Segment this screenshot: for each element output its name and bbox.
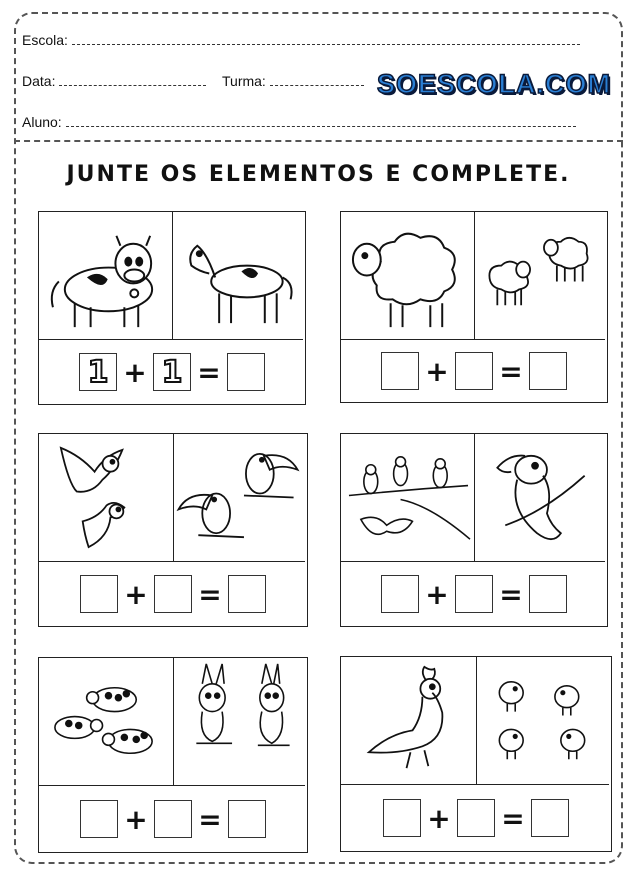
two-toucans-icon (174, 434, 305, 562)
plus-sign: + (425, 577, 449, 611)
escola-label: Escola: (22, 32, 68, 48)
page-title: JUNTE OS ELEMENTOS E COMPLETE. (66, 162, 571, 187)
plus-sign: + (124, 577, 148, 611)
equation-row (341, 562, 607, 626)
addend-a-box[interactable] (80, 800, 118, 838)
aluno-input-line[interactable] (66, 126, 576, 127)
addend-a-box[interactable] (383, 799, 421, 837)
result-box[interactable] (529, 575, 567, 613)
result-box[interactable] (531, 799, 569, 837)
addend-a-box[interactable]: 1 (79, 353, 117, 391)
equals-sign: = (499, 577, 523, 611)
plus-sign: + (123, 355, 147, 389)
plus-sign: + (427, 801, 451, 835)
data-label: Data: (22, 73, 56, 89)
horse-icon (173, 212, 303, 340)
result-box[interactable] (227, 353, 265, 391)
data-input-line[interactable] (59, 85, 206, 86)
equation-row (39, 786, 307, 852)
addend-b-box[interactable] (154, 575, 192, 613)
data-field (22, 73, 206, 89)
escola-input-line[interactable] (72, 44, 580, 45)
two-birds-icon (39, 434, 174, 562)
addend-b-box[interactable] (457, 799, 495, 837)
addend-b-box[interactable] (455, 352, 493, 390)
addend-a-box[interactable] (80, 575, 118, 613)
addend-b-box[interactable] (455, 575, 493, 613)
addend-a-box[interactable] (381, 352, 419, 390)
site-logo: SOESCOLA.COM (377, 69, 612, 99)
sheep-icon (341, 212, 475, 340)
result-box[interactable] (228, 800, 266, 838)
four-chicks-icon (477, 657, 609, 785)
plus-sign: + (425, 354, 449, 388)
birds-on-branch-icon (341, 434, 475, 562)
hen-icon (341, 657, 477, 785)
result-box[interactable] (529, 352, 567, 390)
two-sheep-icon (475, 212, 605, 340)
parrot-icon (475, 434, 605, 562)
aluno-field (22, 114, 576, 130)
equals-sign: = (499, 354, 523, 388)
exercise-card (340, 433, 608, 627)
plus-sign: + (124, 802, 148, 836)
turma-input-line[interactable] (270, 85, 364, 86)
exercise-card (38, 657, 308, 853)
two-rabbits-icon (174, 658, 305, 786)
equals-sign: = (197, 355, 221, 389)
three-turtles-icon (39, 658, 174, 786)
exercise-card (340, 656, 612, 852)
escola-field (22, 32, 580, 48)
addend-b-box[interactable]: 1 (153, 353, 191, 391)
turma-field (222, 73, 364, 89)
equals-sign: = (198, 802, 222, 836)
turma-label: Turma: (222, 73, 266, 89)
exercise-card (38, 211, 306, 405)
equation-row (341, 340, 607, 402)
equation-row (39, 562, 307, 626)
addend-b-box[interactable] (154, 800, 192, 838)
cow-icon (39, 212, 173, 340)
equation-row (39, 340, 305, 404)
equation-row (341, 785, 611, 851)
header-divider (14, 140, 623, 142)
result-box[interactable] (228, 575, 266, 613)
equals-sign: = (198, 577, 222, 611)
exercise-card (38, 433, 308, 627)
aluno-label: Aluno: (22, 114, 62, 130)
addend-a-box[interactable] (381, 575, 419, 613)
exercise-card (340, 211, 608, 403)
equals-sign: = (501, 801, 525, 835)
